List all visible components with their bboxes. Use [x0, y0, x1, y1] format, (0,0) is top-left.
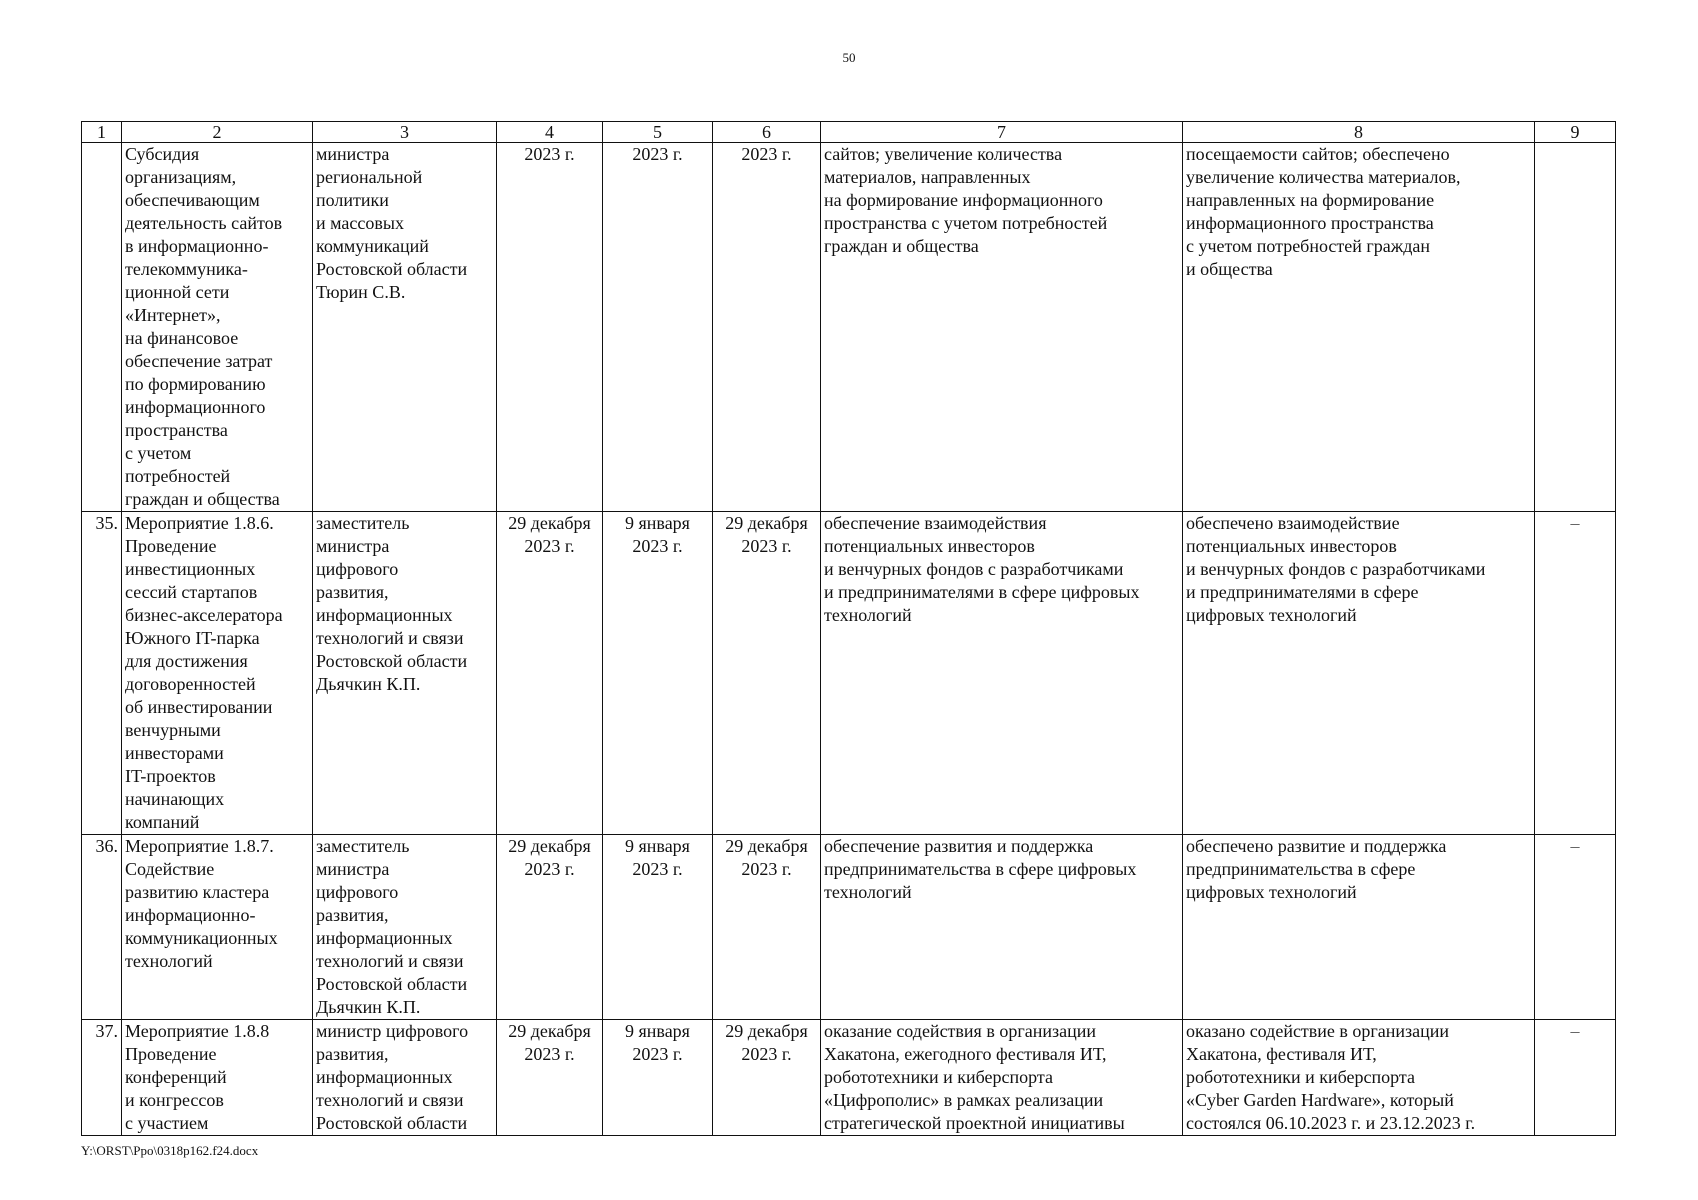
actual-result-cell: обеспечено развитие и поддержка предпринимательства в сфере цифровых технологий [1183, 835, 1535, 1020]
event-cell: Мероприятие 1.8.7. Содействие развитию кластера информационно- коммуникационных технологий [122, 835, 313, 1020]
row-number: 35. [82, 512, 122, 835]
header-cell: 4 [497, 122, 603, 143]
date-cell: 9 января 2023 г. [603, 1020, 713, 1136]
row-number: 36. [82, 835, 122, 1020]
expected-result-cell: оказание содействия в организации Хакатона, ежегодного фестиваля ИТ, робототехники и киберспорта «Цифрополис» в рамках реализации стратегической проектной инициативы [821, 1020, 1183, 1136]
table-row [82, 1020, 1616, 1136]
page-number: 50 [842, 50, 856, 65]
date-cell: 9 января 2023 г. [603, 835, 713, 1020]
row-number: 37. [82, 1020, 122, 1136]
actual-result-cell: обеспечено взаимодействие потенциальных инвесторов и венчурных фондов с разработчиками и предпринимателями в сфере цифровых технологий [1183, 512, 1535, 835]
actual-result-cell: посещаемости сайтов; обеспечено увеличение количества материалов, направленных на формирование информационного пространства с учетом потребностей граждан и общества [1183, 143, 1535, 512]
responsible-cell: заместитель министра цифрового развития, информационных технологий и связи Ростовской области Дьячкин К.П. [313, 512, 497, 835]
responsible-cell: министра региональной политики и массовых коммуникаций Ростовской области Тюрин С.В. [313, 143, 497, 512]
header-cell: 8 [1183, 122, 1535, 143]
report-table [81, 121, 1616, 1136]
table-row [82, 512, 1616, 835]
event-cell: Субсидия организациям, обеспечивающим деятельность сайтов в информационно- телекоммуника- ционной сети «Интернет», на финансовое обеспечение затрат по формированию информационного пространства с учетом потребностей граждан и общества [122, 143, 313, 512]
expected-result-cell: обеспечение развития и поддержка предпринимательства в сфере цифровых технологий [821, 835, 1183, 1020]
header-cell: 6 [713, 122, 821, 143]
note-cell: – [1535, 835, 1616, 1020]
date-cell: 29 декабря 2023 г. [497, 835, 603, 1020]
table-row [82, 835, 1616, 1020]
responsible-cell: заместитель министра цифрового развития, информационных технологий и связи Ростовской области Дьячкин К.П. [313, 835, 497, 1020]
date-cell: 2023 г. [603, 143, 713, 512]
header-cell: 3 [313, 122, 497, 143]
date-cell: 29 декабря 2023 г. [497, 512, 603, 835]
actual-result-cell: оказано содействие в организации Хакатона, фестиваля ИТ, робототехники и киберспорта «Cyber Garden Hardware», который состоялся 06.10.2023 г. и 23.12.2023 г. [1183, 1020, 1535, 1136]
date-cell: 29 декабря 2023 г. [713, 835, 821, 1020]
note-cell: – [1535, 512, 1616, 835]
header-cell: 7 [821, 122, 1183, 143]
event-cell: Мероприятие 1.8.6. Проведение инвестиционных сессий стартапов бизнес-акселератора Южного IT-парка для достижения договоренностей об инвестировании венчурными инвесторами IT-проектов начинающих компаний [122, 512, 313, 835]
header-cell: 5 [603, 122, 713, 143]
event-cell: Мероприятие 1.8.8 Проведение конференций и конгрессов с участием [122, 1020, 313, 1136]
expected-result-cell: сайтов; увеличение количества материалов, направленных на формирование информационного пространства с учетом потребностей граждан и общества [821, 143, 1183, 512]
file-path-footer: Y:\ORST\Ppo\0318p162.f24.docx [81, 1143, 259, 1158]
row-number [82, 143, 122, 512]
date-cell: 29 декабря 2023 г. [497, 1020, 603, 1136]
date-cell: 9 января 2023 г. [603, 512, 713, 835]
header-cell: 1 [82, 122, 122, 143]
header-cell: 2 [122, 122, 313, 143]
table-header-row [82, 122, 1616, 143]
note-cell [1535, 143, 1616, 512]
date-cell: 2023 г. [713, 143, 821, 512]
responsible-cell: министр цифрового развития, информационных технологий и связи Ростовской области [313, 1020, 497, 1136]
table-row [82, 143, 1616, 512]
header-cell: 9 [1535, 122, 1616, 143]
expected-result-cell: обеспечение взаимодействия потенциальных инвесторов и венчурных фондов с разработчиками и предпринимателями в сфере цифровых технологий [821, 512, 1183, 835]
date-cell: 2023 г. [497, 143, 603, 512]
date-cell: 29 декабря 2023 г. [713, 512, 821, 835]
date-cell: 29 декабря 2023 г. [713, 1020, 821, 1136]
note-cell: – [1535, 1020, 1616, 1136]
